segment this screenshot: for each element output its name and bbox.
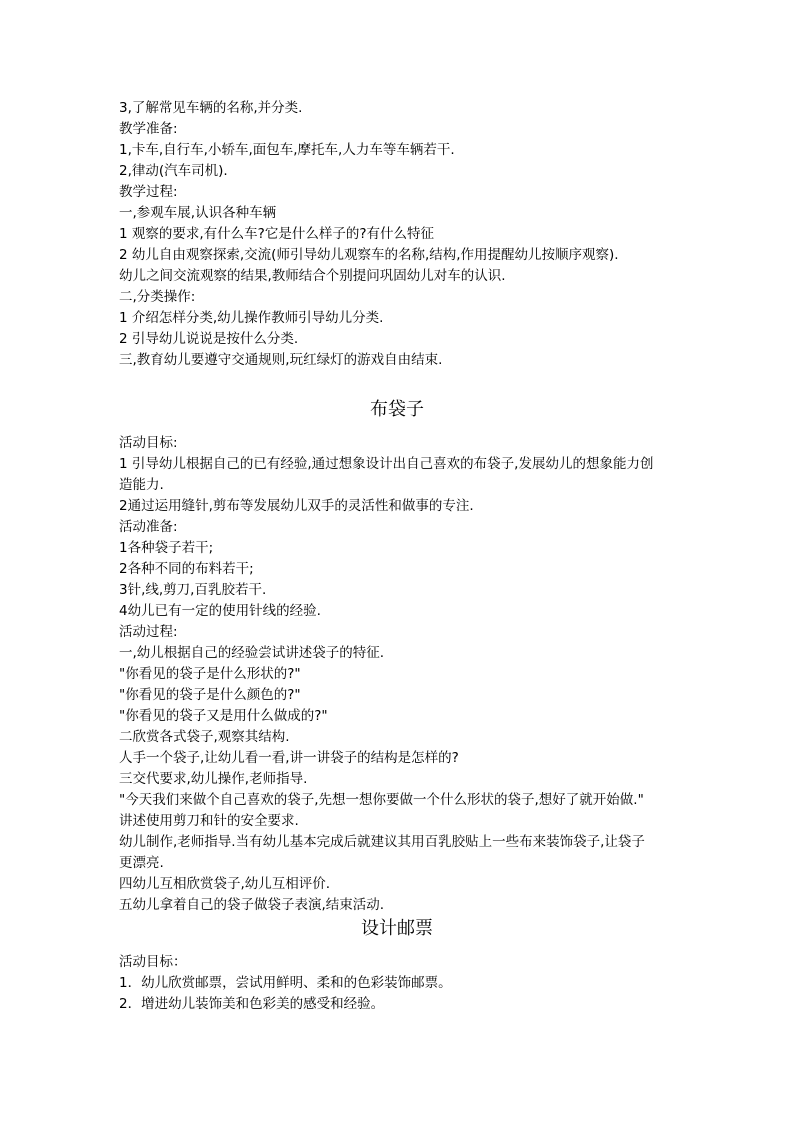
text-line: "你看见的袋子是什么形状的?" — [119, 666, 301, 682]
text-line: 1各种袋子若干; — [119, 540, 214, 556]
text-line: 3,了解常见车辆的名称,并分类. — [119, 100, 303, 116]
text-line: 三交代要求,幼儿操作,老师指导. — [119, 771, 308, 787]
text-line: 1 观察的要求,有什么车?它是什么样子的?有什么特征 — [119, 226, 435, 242]
text-line: 人手一个袋子,让幼儿看一看,讲一讲袋子的结构是怎样的? — [119, 750, 459, 766]
section-title: 设计邮票 — [361, 918, 433, 939]
text-line: 3针,线,剪刀,百乳胶若干. — [119, 582, 267, 598]
text-line: "你看见的袋子是什么颜色的?" — [119, 687, 301, 703]
text-line: 1 介绍怎样分类,幼儿操作教师引导幼儿分类. — [119, 310, 384, 326]
text-line: 活动目标: — [119, 435, 178, 451]
text-line: 1,卡车,自行车,小轿车,面包车,摩托车,人力车等车辆若干. — [119, 142, 455, 158]
text-line: 1 引导幼儿根据自己的已有经验,通过想象设计出自己喜欢的布袋子,发展幼儿的想象能力创 — [119, 456, 654, 472]
text-line: "今天我们来做个自己喜欢的袋子,先想一想你要做一个什么形状的袋子,想好了就开始做." — [119, 792, 644, 808]
text-line: 三,教育幼儿要遵守交通规则,玩红绿灯的游戏自由结束. — [119, 352, 443, 368]
text-line: 一,幼儿根据自己的经验尝试讲述袋子的特征. — [119, 645, 385, 661]
text-line: 活动准备: — [119, 519, 178, 535]
text-line: 2,律动(汽车司机). — [119, 163, 228, 179]
text-line: 2通过运用缝针,剪布等发展幼儿双手的灵活性和做事的专注. — [119, 498, 474, 514]
text-line: 教学准备: — [119, 121, 178, 137]
text-line: 一,参观车展,认识各种车辆 — [119, 205, 277, 221]
text-line: 活动目标： — [119, 954, 187, 970]
text-line: 五幼儿拿着自己的袋子做袋子表演,结束活动. — [119, 897, 385, 913]
text-line: 更漂亮. — [119, 855, 164, 871]
text-line: 幼儿制作,老师指导.当有幼儿基本完成后就建议其用百乳胶贴上一些布来装饰袋子,让袋子 — [119, 834, 645, 850]
text-line: "你看见的袋子又是用什么做成的?" — [119, 708, 328, 724]
text-line: 4幼儿已有一定的使用针线的经验. — [119, 603, 321, 619]
text-line: 2各种不同的布料若干; — [119, 561, 254, 577]
text-line: 二欣赏各式袋子,观察其结构. — [119, 729, 290, 745]
text-line: 2 幼儿自由观察探索,交流(师引导幼儿观察车的名称,结构,作用提醒幼儿按顺序观察). — [119, 247, 619, 263]
text-line: 2．增进幼儿装饰美和色彩美的感受和经验。 — [119, 996, 385, 1012]
text-line: 1．幼儿欣赏邮票，尝试用鲜明、柔和的色彩装饰邮票。 — [119, 975, 452, 991]
text-line: 造能力. — [119, 477, 164, 493]
text-line: 四幼儿互相欣赏袋子,幼儿互相评价. — [119, 876, 331, 892]
text-line: 幼儿之间交流观察的结果,教师结合个别提问巩固幼儿对车的认识. — [119, 268, 506, 284]
text-line: 活动过程: — [119, 624, 178, 640]
text-line: 讲述使用剪刀和针的安全要求. — [119, 813, 299, 829]
text-line: 教学过程: — [119, 184, 178, 200]
text-line: 二,分类操作: — [119, 289, 196, 305]
section-title: 布袋子 — [370, 399, 424, 420]
text-line: 2 引导幼儿说说是按什么分类. — [119, 331, 299, 347]
